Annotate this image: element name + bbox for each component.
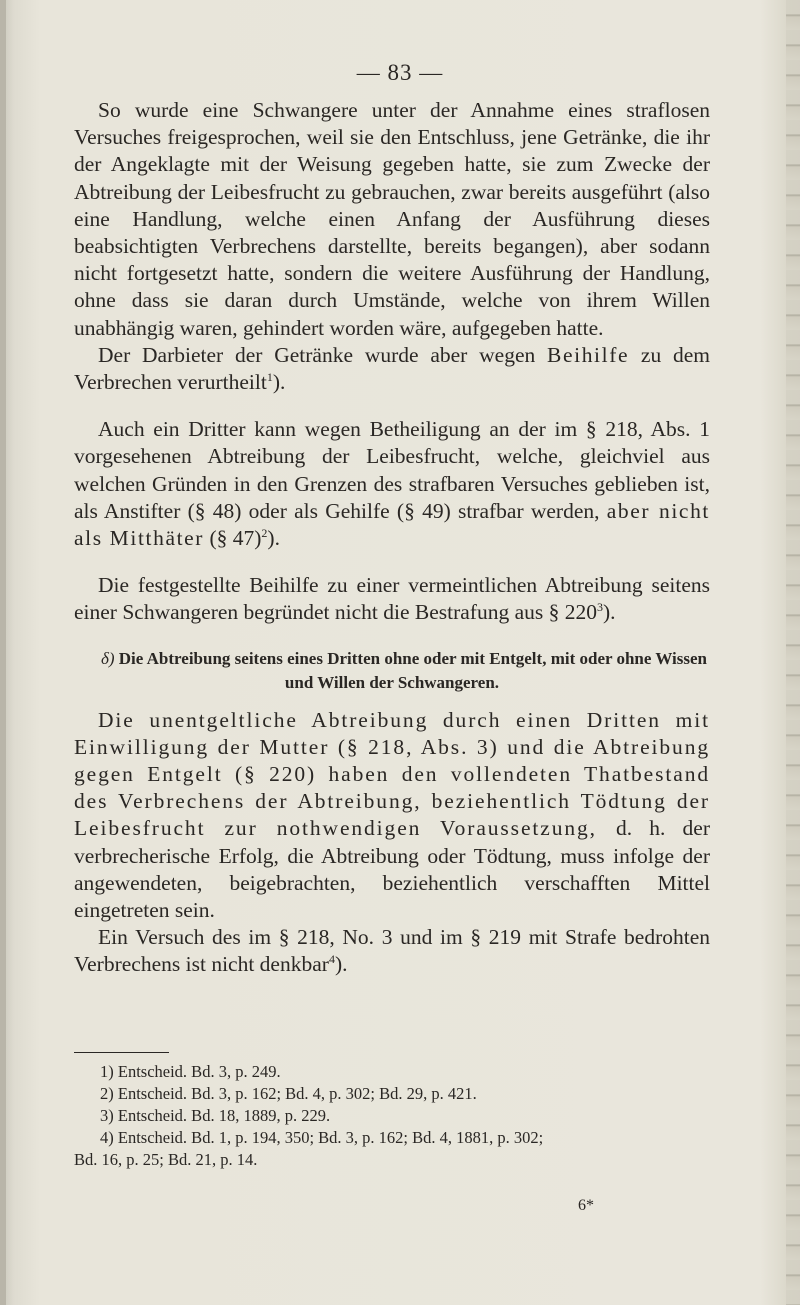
paragraph-5: [74, 707, 710, 925]
paragraph-2: [74, 342, 710, 396]
section-heading-text: Die Abtreibung seitens eines Dritten ohne oder mit Entgelt, mit oder ohne Wissen und Willen der Schwangeren.: [118, 648, 708, 692]
paragraph-3-end: ).: [267, 526, 280, 551]
paragraph-2-end: ).: [272, 370, 286, 395]
paragraph-6-part-a: Ein Versuch des im § 218, No. 3 und im § 219 mit Strafe bedrohten Verbrechens ist nicht denkbar: [74, 925, 710, 977]
footnote-ref-4: 4: [328, 952, 335, 967]
paragraph-6-end: ).: [334, 952, 348, 977]
paragraph-6: [74, 924, 710, 978]
footnote-rule: [74, 1052, 169, 1053]
footnote-2: 2) Entscheid. Bd. 3, p. 162; Bd. 4, p. 302; Bd. 29, p. 421.: [100, 1084, 477, 1103]
footnote-4: 4) Entscheid. Bd. 1, p. 194, 350; Bd. 3, p. 162; Bd. 4, 1881, p. 302;: [100, 1128, 544, 1147]
page-right-edge: [786, 0, 800, 1305]
page-left-edge: [0, 0, 6, 1305]
footnote-4-continued: Bd. 16, p. 25; Bd. 21, p. 14.: [74, 1150, 258, 1169]
paragraph-5-part-b: d. h. der verbrecherische Erfolg, die Abtreibung oder Tödtung, muss infolge der angewendeten, beigebrachten, beziehentlich verschafften Mittel eingetreten sein.: [74, 816, 710, 923]
page-number: — 83 —: [356, 60, 444, 85]
paragraph-4-part-a: Die festgestellte Beihilfe zu einer vermeintlichen Abtreibung seitens einer Schwangeren begründet nicht die Bestrafung aus § 220: [74, 573, 710, 625]
emphasis-mitthaeter: aber nicht als Mitthäter: [74, 498, 710, 551]
emphasis-beihilfe: Beihilfe: [547, 342, 630, 367]
sheet-signature: 6*: [578, 1197, 594, 1214]
paragraph-1: So wurde eine Schwangere unter der Annahme eines straflosen Versuches freigesprochen, weil sie den Entschluss, jene Getränke, die ihr der Angeklagte mit der Weisung gegeben hatte, sie zum Zwecke der Abtreibung der Leibesfrucht zu gebrauchen, zwar bereits ausgeführt (also eine Handlung, welche einen Anfang der Ausführung dieses beabsichtigten Verbrechens darstellte, bereits begangen), aber sodann nicht fortgesetzt hatte, sondern die weitere Ausführung der Handlung, ohne dass sie daran durch Umstände, welche von ihrem Willen unabhängig waren, gehindert worden wäre, aufgegeben hatte.: [74, 98, 710, 340]
footnote-ref-2: 2: [261, 525, 268, 540]
paragraph-4-end: ).: [603, 600, 616, 625]
footnote-ref-1: 1: [266, 369, 273, 384]
footnotes: [74, 1052, 710, 1171]
paragraph-3-part-a: Auch ein Dritter kann wegen Betheiligung an der im § 218, Abs. 1 vorgesehenen Abtreibung der Leibesfrucht, welche, gleichviel aus welchen Gründen in den Grenzen des strafbaren Versuches geblieben ist, als Anstifter (§ 48) oder als Gehilfe (§ 49) strafbar werden,: [74, 417, 710, 523]
paragraph-2-part-a: Der Darbieter der Getränke wurde aber wegen: [98, 342, 536, 367]
paragraph-2-part-b: zu dem Verbrechen verurtheilt: [74, 342, 711, 395]
section-heading: [74, 647, 710, 695]
paragraph-4: [74, 572, 710, 626]
paragraph-3-part-b: (§ 47): [209, 526, 262, 551]
footnote-ref-3: 3: [597, 600, 604, 615]
footnote-1: 1) Entscheid. Bd. 3, p. 249.: [100, 1062, 281, 1081]
paragraph-3: [74, 416, 710, 552]
section-symbol: δ): [100, 648, 115, 668]
footnote-3: 3) Entscheid. Bd. 18, 1889, p. 229.: [100, 1106, 331, 1125]
main-text: [74, 97, 710, 979]
paragraph-5-part-a: Die unentgeltliche Abtreibung durch einen Dritten mit Einwilligung der Mutter (§ 218, Abs. 3) und die Abtreibung gegen Entgelt (§ 220) haben den vollendeten Thatbestand des Verbrechens der Abtreibung, beziehentlich Tödtung der Leibesfrucht zur nothwendigen Voraussetzung,: [74, 707, 710, 841]
